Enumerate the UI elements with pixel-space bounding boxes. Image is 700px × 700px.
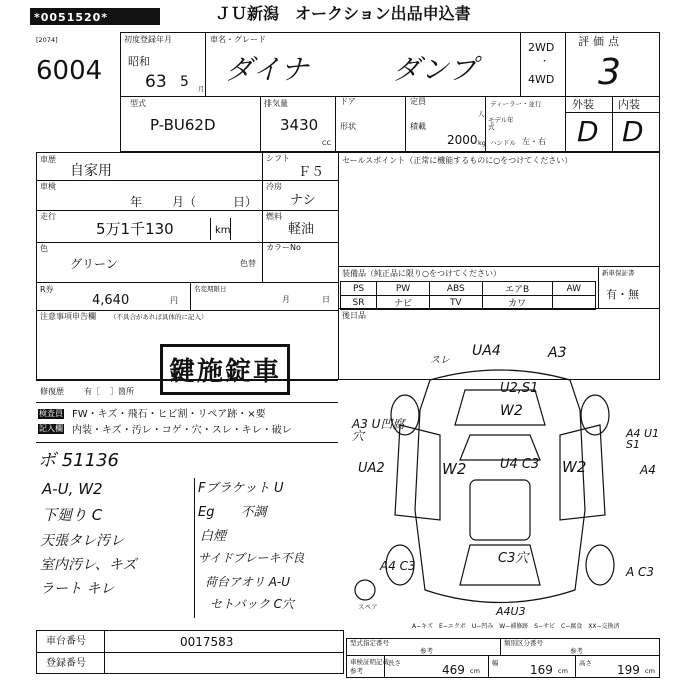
mark-right-a4: A4 [640,463,656,477]
score-value: 3 [598,52,621,93]
equip-sr: SR [341,296,377,310]
mark-top-right: A3 [548,345,567,361]
entry-label: 記入欄 [39,424,63,433]
designated-label: 型式指定番号 [350,639,389,647]
registration-label: 初度登録年月 [124,35,172,44]
handle-options: 左・右 [522,137,546,146]
interior-row: 内装・キズ・汚レ・コゲ・穴・スレ・キレ・破レ [72,425,292,436]
mark-left-front: A3 U凹腐穴 [352,417,405,443]
equip-navi: ナビ [377,296,430,310]
repair-label: 修復歴 [40,387,64,396]
mileage-label: 走行 [40,212,56,221]
height-value: 199 [617,663,640,677]
form-title: ＪＵ新潟 オークション出品申込書 [215,4,471,23]
reg-label: 登録番号 [46,658,86,669]
model-year-label: モデル年式 [488,116,514,131]
load-unit: kg [478,139,486,147]
ext-grade: D [577,115,599,148]
width-value: 169 [530,663,553,677]
note-line: 荷台アオリ A-U [205,575,291,589]
equipment-label: 装備品（純正品に限り○をつけてください） [342,269,501,278]
equip-pw: PW [377,282,430,296]
recycle-label: R券 [40,285,54,294]
mark-right-w: W2 [562,458,587,476]
notes-sub: （不具合があれば具体的に記入） [110,313,208,321]
inspection-month: 月（ [172,195,197,209]
vehicle-name-label: 車名・グレード [210,35,266,44]
note-line: 室内汚レ、キズ [40,557,137,573]
registration-month-unit: 月 [198,85,205,93]
dealer-label: ディーラー・並行 [490,100,542,108]
mark-top-left: スレ [430,355,450,366]
designated-ref: 参考 [420,647,433,655]
capacity-label: 定員 [410,97,426,106]
color-no-label: カラーNo [266,243,301,252]
sales-point-label: セールスポイント（正常に機能するものに○をつけてください） [342,156,573,165]
fuel-value: 軽油 [288,222,315,237]
usage-value: 自家用 [70,163,112,179]
body-label: 形状 [340,122,356,131]
mark-left-door: UA2 [358,461,385,476]
equip-aw: AW [552,282,595,296]
drive-separator: ・ [540,57,550,67]
inspection-label: 車検 [40,182,56,191]
registration-year: 63 [145,72,167,92]
handle-label: ハンドル [490,139,516,147]
mark-rear-left: A4 C3 [380,559,416,573]
repaint-label: 色替 [240,259,256,268]
ac-value: ナシ [290,193,316,208]
registration-month: 5 [180,74,189,90]
width-unit: cm [558,667,568,675]
displacement-label: 排気量 [264,99,288,108]
equip-abs: ABS [429,282,482,296]
repair-value: 有［ [84,387,100,396]
equip-ps: PS [341,282,377,296]
note-line: ラート キレ [40,581,115,597]
note-line: Eg 不調 [198,505,267,520]
damage-code-legend: A−キズ E−エクボ U−凹み W−補修跡 S−サビ C−腐食 XX−交換済 [412,623,620,630]
model-label: 型式 [130,99,146,108]
note-line: Fブラケット U [198,481,284,496]
displacement-value: 3430 [280,116,319,134]
note-line: 白煙 [200,529,227,544]
int-label: 内装 [618,98,640,111]
int-grade: D [622,115,644,148]
registration-era: 昭和 [128,55,150,68]
equip-tv: TV [429,296,482,310]
equip-airbag: エアB [482,282,552,296]
inspector-label: 検査員 [39,409,63,418]
mark-center: U4 C3 [500,457,540,472]
length-value: 469 [442,663,465,677]
transfer-day: 日 [322,295,330,304]
mark-roof: U2,S1 [500,381,539,396]
recycle-unit: 円 [170,296,178,305]
load-value: 2000 [447,133,478,147]
class-label: 類別区分番号 [504,639,543,647]
length-unit: cm [470,667,480,675]
fw-row: FW・キズ・飛石・ヒビ割・リペア跡・×要 [72,409,266,420]
lot-stamp: *0051520* [34,11,109,24]
mark-bottom: A4U3 [496,605,526,618]
key-locked-stamp: 鍵施錠車 [160,344,290,395]
note-line: A-U, W2 [42,480,103,498]
note-line: サイドブレーキ不良 [198,551,305,565]
after-parts-label: 後日品 [342,311,366,320]
color-label: 色 [40,244,48,253]
fuel-label: 燃料 [266,212,282,221]
cert-label: 車検証明記載 [350,658,389,666]
inspection-day: 日） [233,195,258,209]
frame-label: 車台番号 [46,636,86,647]
mark-rear-center: C3穴 [498,551,529,566]
equip-leather: カワ [482,296,552,310]
mark-left-w: W2 [442,460,467,478]
dimensions-box [346,638,660,678]
new-warranty-label: 新車保証書 [602,269,635,277]
note-line: 天張タレ汚レ [40,533,124,549]
mark-rear-right: A C3 [626,565,655,579]
form-code: [2074] [36,36,58,44]
mark-right-front: A4 U1 S1 [626,427,660,451]
shift-value: Ｆ５ [298,165,325,180]
drive-4wd: 4WD [528,73,555,86]
score-label: 評価点 [578,35,623,48]
usage-label: 車歴 [40,155,56,164]
notes-label: 注意事項申告欄 [40,312,96,321]
door-label: ドア [340,97,356,106]
model-value: P-BU62D [150,116,216,134]
height-unit: cm [645,667,655,675]
cert-ref: 参考 [350,667,363,675]
transfer-month: 月 [282,295,290,304]
ac-label: 冷房 [266,182,282,191]
ext-label: 外装 [572,98,594,111]
equipment-table [340,281,596,310]
mark-top: UA4 [472,343,501,359]
color-value: グリーン [70,257,118,271]
mileage-unit: km [215,225,231,236]
transfer-label: 名変期限日 [194,285,227,293]
repair-unit: ］箇所 [110,387,134,396]
mark-roof2: W2 [500,403,523,419]
frame-value: 0017583 [180,635,234,649]
vehicle-name: ダイナ ダンプ [225,53,477,86]
displacement-unit: CC [322,139,332,147]
drive-2wd: 2WD [528,41,555,54]
length-label: 長さ [388,659,401,667]
new-warranty-value: 有・無 [606,288,639,301]
mileage-value: 5万1千130 [96,220,174,238]
recycle-value: 4,640 [92,293,130,308]
note-line: セトバック C穴 [210,597,294,611]
spare-label: スペア [358,603,378,611]
note-line: ボ 51136 [38,450,119,471]
inspection-year: 年 [130,195,143,209]
entry-number: 6004 [36,56,103,86]
load-label: 積載 [410,122,426,131]
height-label: 高さ [579,659,592,667]
capacity-unit: 人 [478,110,485,118]
shift-label: シフト [266,154,290,163]
width-label: 幅 [492,659,499,667]
class-ref: 参考 [570,647,583,655]
note-line: 下廻り C [42,506,103,524]
